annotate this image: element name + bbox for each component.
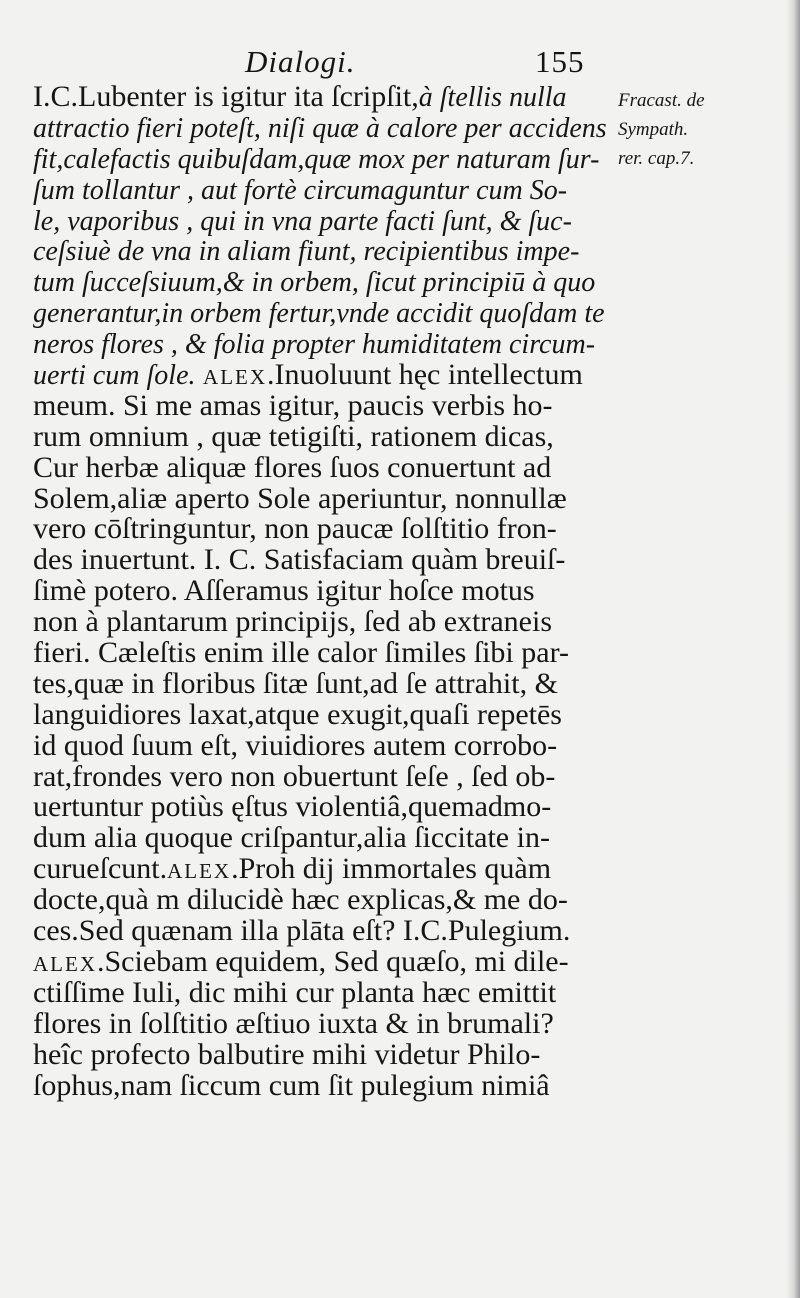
marginal-note-line: Sympath. [618, 119, 689, 140]
text-line [33, 916, 623, 947]
text-segment: tum ſucceſsiuum,& in orbem, ſicut principiū à quo [33, 267, 596, 299]
text-line [33, 759, 623, 793]
text-line [33, 267, 623, 298]
text-segment: Cur herbæ aliquæ flores ſuos conuertunt ad [33, 450, 552, 484]
text-line [33, 576, 623, 607]
text-line [33, 481, 623, 515]
text-segment: des inuertunt. I. C. Satisfaciam quàm breuiſ- [33, 543, 566, 577]
marginal-note-line: Fracast. de [618, 90, 705, 111]
text-segment: .Inuoluunt hęc intellectum [267, 358, 583, 392]
text-line [33, 113, 623, 144]
page-number: 155 [535, 44, 585, 79]
running-head: Dialogi. [245, 44, 356, 79]
page-header [0, 40, 800, 80]
text-line [33, 854, 623, 885]
text-segment: I.C.Lubenter is igitur ita ſcripſit, [33, 80, 419, 113]
speaker-name: ALEX [203, 365, 268, 390]
text-line [33, 944, 623, 978]
text-segment: .Proh dij immortales quàm [231, 852, 552, 886]
text-segment: uertuntur potiùs ęſtus violentiâ,quemadmo- [33, 790, 552, 824]
text-line [33, 638, 623, 669]
text-segment: .Sciebam equidem, Sed quæſo, mi dile- [97, 944, 569, 978]
text-line [33, 885, 623, 916]
text-line [33, 236, 623, 267]
text-segment: vero cōſtringuntur, non paucæ ſolſtitio fron- [33, 512, 557, 546]
marginal-note-line: rer. cap.7. [618, 148, 695, 169]
text-segment: flores in ſolſtitio æſtiuo iuxta & in brumali? [33, 1006, 554, 1040]
text-line [33, 792, 623, 823]
text-line [33, 298, 623, 329]
body-text [33, 82, 623, 1101]
text-line [33, 607, 623, 638]
page-edge-shadow [786, 0, 800, 1298]
text-line [33, 728, 623, 762]
text-line [33, 1037, 623, 1071]
text-segment: fieri. Cæleſtis enim ille calor ſimiles ſibi par- [33, 636, 569, 670]
text-line [33, 82, 623, 113]
text-segment: ces.Sed quænam illa plāta eſt? I.C.Pulegium. [33, 914, 571, 948]
text-segment: rat,frondes vero non obuertunt ſeſe , ſed ob- [33, 759, 556, 793]
text-segment: neros flores , & folia propter humiditatem circum- [33, 329, 596, 361]
speaker-name: ALEX [167, 859, 232, 884]
text-segment: ſimè potero. Aſſeramus igitur hoſce motus [33, 574, 535, 608]
text-line [33, 360, 623, 391]
text-line [33, 450, 623, 484]
text-segment: tes,quæ in floribus ſitæ ſunt,ad ſe attrahit, & [33, 666, 558, 700]
text-segment: dum alia quoque criſpantur,alia ſiccitate in- [33, 821, 550, 855]
text-segment: Solem,aliæ aperto Sole aperiuntur, nonnullæ [33, 481, 567, 515]
text-segment: rum omnium , quæ tetigiſti, rationem dicas, [33, 419, 554, 453]
text-segment: à ſtellis nulla [418, 82, 567, 113]
text-segment: ctiſſime Iuli, dic mihi cur planta hæc emittit [33, 975, 557, 1009]
text-line [33, 1068, 623, 1102]
text-segment: attractio fieri poteſt, niſi quæ à calore per accidens [33, 112, 607, 144]
text-line [33, 666, 623, 700]
text-segment: meum. Si me amas igitur, paucis verbis ho- [33, 388, 553, 422]
text-line [33, 545, 623, 576]
text-segment: docte,quà m dilucidè hæc explicas,& me do- [33, 883, 568, 917]
text-segment: non à plantarum principijs, ſed ab extraneis [33, 605, 553, 639]
text-segment: fit,calefactis quibuſdam,quæ mox per naturam ſur- [33, 143, 600, 175]
text-segment: uerti cum ſole. [33, 360, 196, 392]
text-line [33, 697, 623, 731]
text-segment: ceſsiuè de vna in aliam fiunt, recipientibus impe- [33, 236, 580, 268]
text-line [33, 514, 623, 545]
text-segment: languidiores laxat,atque exugit,quaſi repetēs [33, 697, 562, 731]
text-segment: ſophus,nam ſiccum cum ſit pulegium nimiâ [33, 1068, 550, 1102]
text-segment: heîc profecto balbutire mihi videtur Philo- [33, 1037, 541, 1071]
marginal-note [618, 86, 788, 173]
text-segment: le, vaporibus , qui in vna parte facti ſunt, & ſuc- [33, 205, 572, 237]
text-line [33, 1006, 623, 1040]
text-segment: curueſcunt. [33, 852, 168, 886]
text-line [33, 975, 623, 1009]
text-segment: ſum tollantur , aut fortè circumaguntur cum So- [33, 174, 568, 206]
text-segment [196, 358, 204, 391]
text-line [33, 206, 623, 237]
text-line [33, 388, 623, 422]
text-line [33, 823, 623, 854]
text-segment: id quod ſuum eſt, viuidiores autem corrobo- [33, 728, 558, 762]
text-line [33, 329, 623, 360]
text-line [33, 419, 623, 453]
text-line [33, 144, 623, 175]
speaker-name: ALEX [33, 951, 97, 976]
text-line [33, 175, 623, 206]
text-segment: generantur,in orbem fertur,vnde accidit quoſdam te [33, 298, 605, 330]
